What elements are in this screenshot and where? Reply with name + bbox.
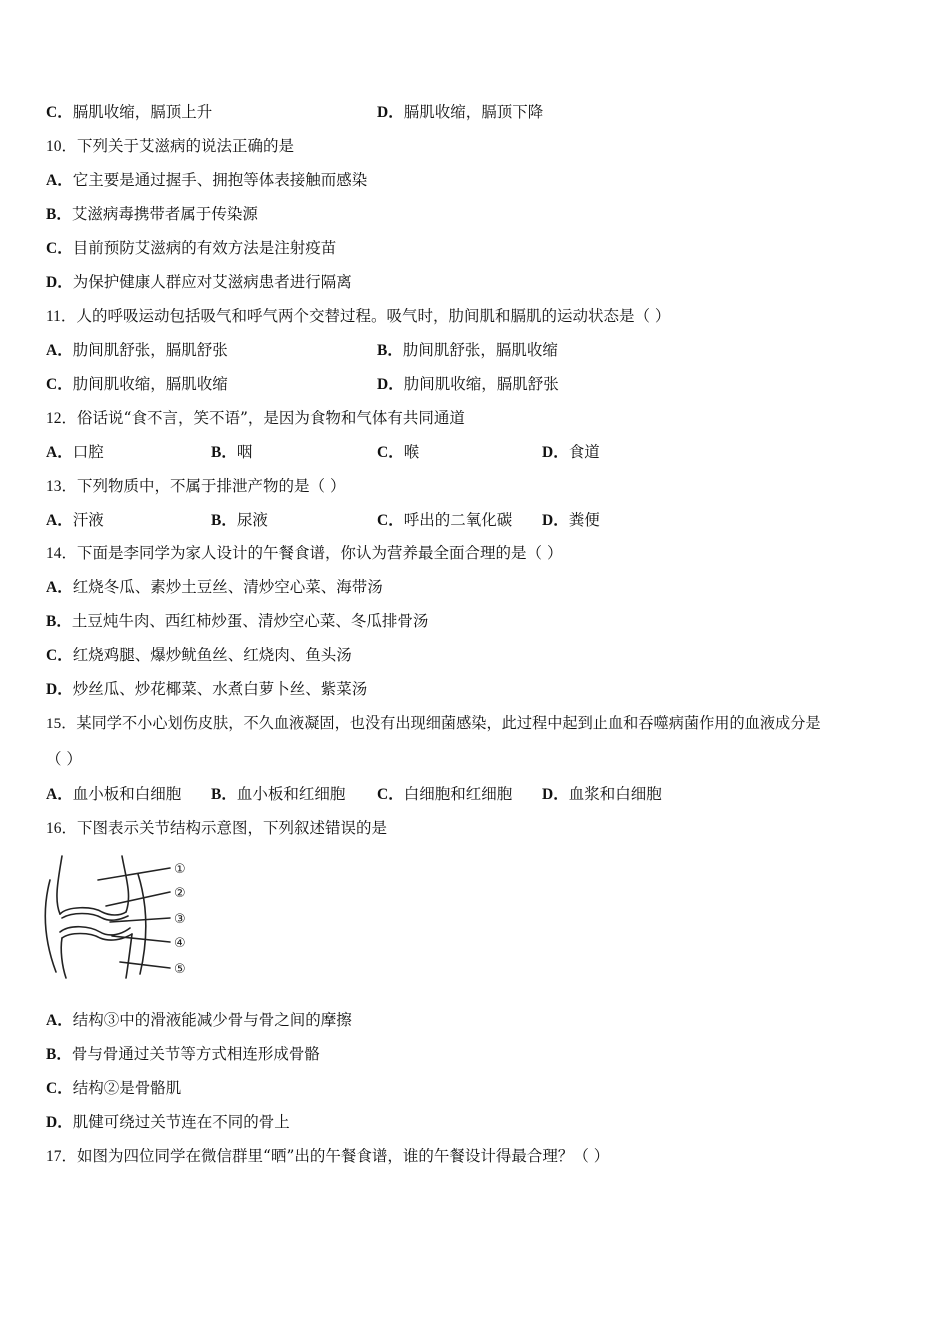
q14-option-a: A．红烧冬瓜、素炒土豆丝、清炒空心菜、海带汤 [46,578,383,596]
q9-option-d: D．膈肌收缩，膈顶下降 [377,103,544,121]
diagram-label-3: ③ [174,912,186,927]
q10-stem: 10．下列关于艾滋病的说法正确的是 [46,137,295,155]
q11-option-a: A．肋间肌舒张，膈肌舒张 [46,341,228,359]
q15-option-a: A．血小板和白细胞 [46,785,182,803]
q10-option-a: A．它主要是通过握手、拥抱等体表接触而感染 [46,171,368,189]
q17-stem: 17．如图为四位同学在微信群里“晒”出的午餐食谱，谁的午餐设计得最合理？（ ） [46,1147,610,1165]
q15-option-b: B．血小板和红细胞 [211,785,346,803]
q14-option-d: D．炒丝瓜、炒花椰菜、水煮白萝卜丝、紫菜汤 [46,680,368,698]
q16-option-b: B．骨与骨通过关节等方式相连形成骨骼 [46,1045,320,1063]
q13-option-b: B．尿液 [211,511,268,529]
q16-option-c: C．结构②是骨骼肌 [46,1079,182,1097]
q16-stem: 16．下图表示关节结构示意图，下列叙述错误的是 [46,819,388,837]
q13-option-c: C．呼出的二氧化碳 [377,511,513,529]
q12-stem: 12．俗话说“食不言，笑不语”，是因为食物和气体有共同通道 [46,409,465,427]
q11-option-b: B．肋间肌舒张，膈肌收缩 [377,341,558,359]
upper-bone-right-edge [122,856,129,912]
diagram-label-4: ④ [174,936,186,951]
q13-option-d: D．粪便 [542,511,600,529]
joint-capsule-right [138,874,146,974]
q16-option-d: D．肌健可绕过关节连在不同的骨上 [46,1113,290,1131]
leader-line-1 [98,868,170,880]
q13-stem: 13．下列物质中，不属于排泄产物的是（ ） [46,477,346,495]
q11-stem: 11．人的呼吸运动包括吸气和呼气两个交替过程。吸气时，肋间肌和膈肌的运动状态是（ ） [46,307,671,325]
q12-option-b: B．咽 [211,443,253,461]
q15-stem: 15．某同学不小心划伤皮肤，不久血液凝固，也没有出现细菌感染，此过程中起到止血和吞噬病菌作用的血液成分是 [46,714,821,732]
q15-option-c: C．白细胞和红细胞 [377,785,513,803]
q11-option-d: D．肋间肌收缩，膈肌舒张 [377,375,559,393]
q13-option-a: A．汗液 [46,511,104,529]
lower-bone-right-edge [126,934,132,978]
q14-option-c: C．红烧鸡腿、爆炒鱿鱼丝、红烧肉、鱼头汤 [46,646,352,664]
leader-line-2 [106,892,170,906]
q12-option-d: D．食道 [542,443,600,461]
q9-option-c: C．膈肌收缩，膈顶上升 [46,103,213,121]
q14-stem: 14．下面是李同学为家人设计的午餐食谱，你认为营养最全面合理的是（ ） [46,544,563,562]
q15-option-d: D．血浆和白细胞 [542,785,662,803]
lower-bone-left-edge [61,938,66,978]
q10-option-c: C．目前预防艾滋病的有效方法是注射疫苗 [46,239,337,257]
q15-stem-blank: （ ） [46,750,82,768]
q12-option-a: A．口腔 [46,443,104,461]
q11-option-c: C．肋间肌收缩，膈肌收缩 [46,375,228,393]
q12-option-c: C．喉 [377,443,420,461]
diagram-label-1: ① [174,862,186,877]
q14-option-b: B．土豆炖牛肉、西红柿炒蛋、清炒空心菜、冬瓜排骨汤 [46,612,429,630]
q10-option-b: B．艾滋病毒携带者属于传染源 [46,205,258,223]
q10-option-d: D．为保护健康人群应对艾滋病患者进行隔离 [46,273,352,291]
diagram-label-2: ② [174,886,186,901]
q16-option-a: A．结构③中的滑液能减少骨与骨之间的摩擦 [46,1011,352,1029]
upper-bone-left-edge [57,856,62,914]
joint-capsule-left [45,880,56,972]
joint-structure-diagram [40,850,210,982]
diagram-label-5: ⑤ [174,962,186,977]
